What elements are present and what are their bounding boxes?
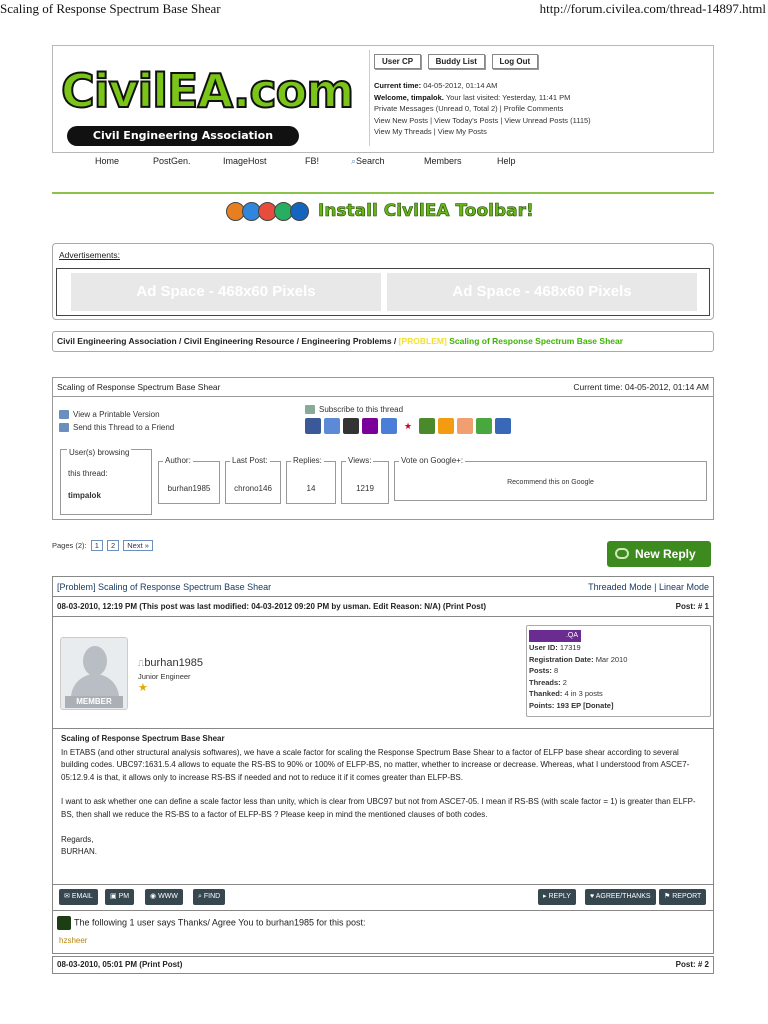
thanks-icon <box>57 916 71 930</box>
post-paragraph: I want to ask whether one can define a scale factor less than unity, which is clear from UBC97 but not from ASCE7-05. I mean if RS-BS (with scale factor = 1) is greater than ELFP-BS, then shall we reduce the RS-BS to a factor of ELFP-BS ? Please keep in mind the mentioned clauses of both codes. <box>61 797 696 819</box>
yahoo-icon[interactable] <box>362 418 378 434</box>
report-icon: ⚑ <box>664 893 673 900</box>
reply-icon: ▸ <box>543 893 549 900</box>
site-logo[interactable] <box>61 64 354 148</box>
nav-home[interactable]: Home <box>95 156 120 166</box>
pm-button[interactable] <box>105 889 134 905</box>
find-button[interactable] <box>193 889 225 905</box>
post-paragraph: In ETABS (and other structural analysis softwares), we have a scale factor for scaling the Response Spectrum Base Shear to a factor of ELFP base shear according to several building codes. UBC97:1631.5.4 allows to equate the RS-BS to 90% or 100% of ELFP-BS, no matter, whether to increase or decrease. Whereas, what I understood from ASCE7-05:12.9.4 is that, it allows only to increase RS-BS if needed and not to reduce it if it comes greater than ELFP-BS. <box>61 747 690 782</box>
subscribe-link[interactable] <box>305 405 403 414</box>
thread-info-box <box>52 377 714 520</box>
log-out-button[interactable]: Log Out <box>492 54 539 69</box>
ads-label: Advertisements: <box>59 250 120 260</box>
member-badge: MEMBER <box>65 696 123 708</box>
last-post-field <box>225 456 281 504</box>
search-icon: ⌕ <box>351 156 357 166</box>
nav-imagehost[interactable]: ImageHost <box>223 156 267 166</box>
post-author[interactable] <box>138 657 203 669</box>
avatar[interactable] <box>60 637 128 710</box>
page-link[interactable]: 2 <box>107 540 119 551</box>
ad-slot[interactable]: Ad Space - 468x60 Pixels <box>387 273 697 311</box>
email-button[interactable] <box>59 889 98 905</box>
nav-postgen[interactable]: PostGen. <box>153 156 191 166</box>
bookmark-icon[interactable] <box>419 418 435 434</box>
stat-value: 4 in 3 posts <box>564 689 603 698</box>
nav-fb[interactable]: FB! <box>305 156 320 166</box>
logo-tagline: Civil Engineering Association <box>67 126 299 146</box>
qa-badge: .QA <box>529 630 581 642</box>
thanks-text: The following 1 user says Thanks/ Agree You to burhan1985 for this post: <box>74 917 366 928</box>
post-signature: BURHAN. <box>61 847 98 857</box>
pagination <box>52 540 153 551</box>
browsing-label: User(s) browsing <box>69 448 130 457</box>
social-share-icons <box>305 418 514 434</box>
current-time-label: Current time: <box>374 81 422 90</box>
new-reply-button[interactable] <box>607 541 711 567</box>
user-panel <box>369 50 709 146</box>
stat-value: 17319 <box>559 643 581 652</box>
post-number[interactable]: Post: # 2 <box>675 960 709 969</box>
stat-label: Posts: <box>529 666 552 675</box>
stat-label: Thanked: <box>529 689 563 698</box>
www-label: WWW <box>158 893 178 900</box>
browsing-user[interactable]: timpalok <box>68 491 101 500</box>
stat-label: Threads: <box>529 677 561 687</box>
next-page-link[interactable]: Next » <box>123 540 153 551</box>
breadcrumb-current: Scaling of Response Spectrum Base Shear <box>446 336 624 346</box>
send-link[interactable] <box>59 421 174 434</box>
post-meta: 08-03-2010, 12:19 PM (This post was last modified: 04-03-2012 09:20 PM by usman. Edit Reason: N/A) (Print Post) <box>57 602 487 611</box>
logo-name: CivilEA.com <box>61 64 354 118</box>
user-title: Junior Engineer <box>138 672 191 681</box>
last-visit: Your last visited: Yesterday, 11:41 PM <box>445 92 571 102</box>
reply-button[interactable] <box>538 889 576 905</box>
speech-bubble-icon <box>615 548 629 559</box>
vote-label: Vote on Google+: <box>401 456 464 465</box>
last-post-label: Last Post: <box>232 456 268 465</box>
nav-search[interactable] <box>351 156 385 167</box>
send-label: Send this Thread to a Friend <box>73 423 175 432</box>
subscribe-label: Subscribe to this thread <box>319 405 404 414</box>
author-value[interactable]: burhan1985 <box>167 484 211 493</box>
toolbar-banner-text: Install CivilEA Toolbar! <box>318 201 534 221</box>
browser-logos-icon <box>226 202 306 221</box>
twitter-icon[interactable] <box>324 418 340 434</box>
toolbar-banner[interactable] <box>226 199 556 227</box>
views-label: Views: <box>348 456 372 465</box>
pm-label: PM <box>118 893 130 900</box>
thread-current-time: Current time: 04-05-2012, 01:14 AM <box>573 382 709 392</box>
author-label: Author: <box>165 456 191 465</box>
post-1 <box>52 576 714 954</box>
nav-search-label: Search <box>356 156 385 166</box>
thanks-box <box>53 910 713 953</box>
vote-google-field <box>394 456 707 501</box>
agree-thanks-label: AGREE/THANKS <box>595 893 651 900</box>
post-signoff: Regards, <box>61 834 94 844</box>
printable-label: View a Printable Version <box>73 410 160 419</box>
www-button[interactable] <box>145 889 183 905</box>
view-mode-links[interactable]: Threaded Mode | Linear Mode <box>588 582 709 592</box>
breadcrumb-path[interactable]: Civil Engineering Association / Civil Engineering Resource / Engineering Problems / <box>57 336 399 346</box>
email-label: EMAIL <box>71 893 93 900</box>
google-recommend-button[interactable]: Recommend this on Google <box>507 479 594 486</box>
print-header <box>0 0 768 20</box>
views-value: 1219 <box>356 484 374 493</box>
email-icon: ✉ <box>64 893 72 900</box>
rank-star-icon: ★ <box>138 682 148 694</box>
reddit-icon[interactable] <box>457 418 473 434</box>
stat-label: Points: <box>529 700 555 710</box>
current-time: 04-05-2012, 01:14 AM <box>423 81 498 90</box>
print-title: Scaling of Response Spectrum Base Shear <box>0 1 221 16</box>
breadcrumb <box>52 331 714 352</box>
report-label: REPORT <box>672 893 702 900</box>
post-author-name: burhan1985 <box>144 657 204 669</box>
hi5-icon[interactable] <box>495 418 511 434</box>
report-button[interactable] <box>659 889 706 905</box>
google-icon[interactable] <box>381 418 397 434</box>
agree-thanks-button[interactable] <box>585 889 656 905</box>
stat-label: User ID: <box>529 643 558 652</box>
user-stats-box <box>526 625 711 717</box>
post-subject: Scaling of Response Spectrum Base Shear <box>61 734 225 743</box>
blogger-icon[interactable] <box>438 418 454 434</box>
post-number[interactable]: Post: # 1 <box>675 602 709 611</box>
find-label: FIND <box>203 893 221 900</box>
stat-label: Registration Date: <box>529 654 594 664</box>
welcome-label: Welcome, <box>374 92 409 102</box>
stat-value[interactable]: 193 EP [Donate] <box>556 700 614 710</box>
threads-links[interactable]: View My Threads | View My Posts <box>374 127 487 136</box>
post-2-header <box>52 956 714 974</box>
arrow-icon[interactable] <box>476 418 492 434</box>
advertisements <box>52 243 714 320</box>
site-header <box>52 45 714 153</box>
post-action-bar <box>53 884 713 909</box>
divider <box>52 192 714 194</box>
stat-value: 2 <box>562 677 567 687</box>
printer-icon <box>59 410 69 419</box>
welcome-user[interactable]: timpalok. <box>410 92 444 102</box>
nav-members[interactable]: Members <box>424 156 462 166</box>
send-icon <box>59 423 69 432</box>
pm-icon: ▣ <box>110 893 119 900</box>
offline-icon: ⎍ <box>138 658 145 668</box>
breadcrumb-tag: [PROBLEM] <box>398 336 447 346</box>
buddy-list-button[interactable]: Buddy List <box>428 54 485 69</box>
globe-icon: ◉ <box>150 893 159 900</box>
ad-slot[interactable]: Ad Space - 468x60 Pixels <box>71 273 381 311</box>
stat-value: Mar 2010 <box>595 654 628 664</box>
nav-help[interactable]: Help <box>497 156 516 166</box>
post-title: [Problem] Scaling of Response Spectrum Base Shear <box>57 582 272 592</box>
pages-label: Pages (2): <box>52 541 87 550</box>
stat-value: 8 <box>554 666 559 675</box>
replies-value: 14 <box>306 484 316 493</box>
favorite-star-icon[interactable]: ★ <box>400 418 416 434</box>
delicious-icon[interactable] <box>343 418 359 434</box>
printable-link[interactable] <box>59 408 174 421</box>
thanks-icon: ♥ <box>590 893 596 900</box>
page-link[interactable]: 1 <box>91 540 103 551</box>
facebook-icon[interactable] <box>305 418 321 434</box>
last-post-value[interactable]: chrono146 <box>234 484 272 493</box>
post-meta: 08-03-2010, 05:01 PM (Print Post) <box>57 960 183 969</box>
post-body <box>53 728 713 863</box>
print-url: http://forum.civilea.com/thread-14897.html <box>539 1 766 16</box>
pm-links[interactable]: Private Messages (Unread 0, Total 2) | Profile Comments <box>374 104 564 113</box>
posts-links[interactable]: View New Posts | View Today's Posts | View Unread Posts (1115) <box>374 115 591 125</box>
subscribe-icon <box>305 405 315 414</box>
find-icon: ⌕ <box>198 893 204 900</box>
author-field <box>158 456 220 504</box>
browsing-users <box>60 449 152 515</box>
user-cp-button[interactable]: User CP <box>374 54 421 69</box>
new-reply-label: New Reply <box>635 547 696 561</box>
reply-label: REPLY <box>548 893 571 900</box>
thanks-user[interactable]: hzsheer <box>59 936 88 945</box>
thread-title: Scaling of Response Spectrum Base Shear <box>57 382 221 392</box>
browsing-label-2: this thread: <box>68 469 108 478</box>
replies-label: Replies: <box>293 456 322 465</box>
views-field <box>341 456 389 504</box>
replies-field <box>286 456 336 504</box>
